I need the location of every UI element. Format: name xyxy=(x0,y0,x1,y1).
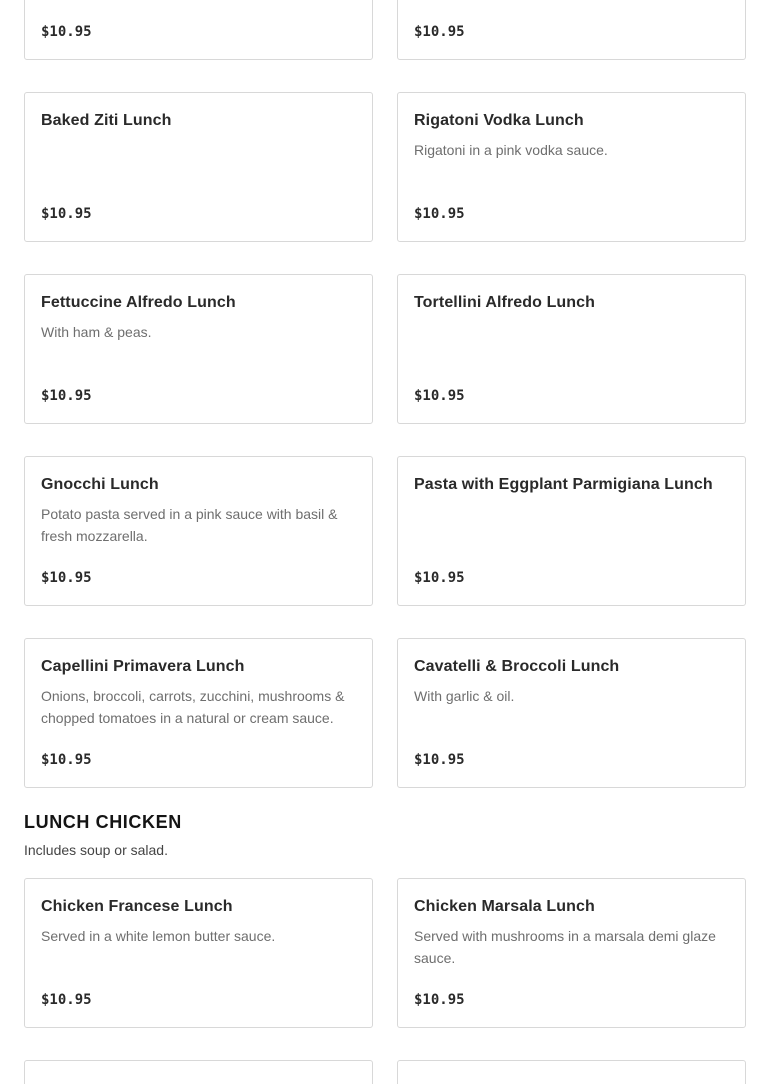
menu-item-price: $10.95 xyxy=(414,24,465,40)
menu-item-description: Served with mushrooms in a marsala demi glaze sauce. xyxy=(414,928,716,966)
menu-item-card[interactable] xyxy=(397,274,746,424)
menu-item-card[interactable] xyxy=(24,878,373,1028)
menu-item-price: $10.95 xyxy=(41,570,92,586)
menu-item-price: $10.95 xyxy=(41,752,92,768)
menu-item-price: $10.95 xyxy=(41,24,92,40)
menu-item-name: Fettuccine Alfredo Lunch xyxy=(41,294,236,311)
menu-item-name: Chicken Francese Lunch xyxy=(41,898,233,915)
menu-item-price: $10.95 xyxy=(414,206,465,222)
menu-item-description: Rigatoni in a pink vodka sauce. xyxy=(414,142,608,158)
menu-item-description: With ham & peas. xyxy=(41,324,152,340)
menu-item-card[interactable] xyxy=(24,0,373,60)
menu-item-card[interactable] xyxy=(24,456,373,606)
menu-item-name: Cavatelli & Broccoli Lunch xyxy=(414,658,620,675)
menu-item-card[interactable] xyxy=(24,274,373,424)
menu-item-name: Rigatoni Vodka Lunch xyxy=(414,112,584,129)
menu-item-price: $10.95 xyxy=(414,570,465,586)
menu-item-name: Gnocchi Lunch xyxy=(41,476,159,493)
menu-item-name: Baked Ziti Lunch xyxy=(41,112,172,129)
menu-item-name: Pasta with Eggplant Parmigiana Lunch xyxy=(414,476,713,493)
menu-item-price: $10.95 xyxy=(414,388,465,404)
menu-item-description: Served in a white lemon butter sauce. xyxy=(41,928,276,944)
menu-item-price: $10.95 xyxy=(41,206,92,222)
menu-item-name: Tortellini Alfredo Lunch xyxy=(414,294,596,311)
menu-item-card[interactable] xyxy=(24,638,373,788)
menu-item-name: Chicken Marsala Lunch xyxy=(414,898,595,915)
menu-item-description: Potato pasta served in a pink sauce with basil & fresh mozzarella. xyxy=(41,506,338,544)
section-title: LUNCH CHICKEN xyxy=(24,812,182,832)
menu-item-card[interactable] xyxy=(397,638,746,788)
menu-item-card[interactable] xyxy=(397,1060,746,1084)
menu-item-price: $10.95 xyxy=(41,992,92,1008)
menu-item-price: $10.95 xyxy=(414,992,465,1008)
menu-item-price: $10.95 xyxy=(414,752,465,768)
menu-item-card[interactable] xyxy=(397,456,746,606)
menu-item-description: Onions, broccoli, carrots, zucchini, mushrooms & chopped tomatoes in a natural or cream sauce. xyxy=(41,688,345,726)
menu-item-card[interactable] xyxy=(24,1060,373,1084)
section-subtitle: Includes soup or salad. xyxy=(24,842,168,858)
menu-item-card[interactable] xyxy=(397,92,746,242)
menu-item-card[interactable] xyxy=(397,0,746,60)
menu-item-price: $10.95 xyxy=(41,388,92,404)
menu-item-card[interactable] xyxy=(397,878,746,1028)
menu-item-card[interactable] xyxy=(24,92,373,242)
menu-item-description: With garlic & oil. xyxy=(414,688,515,704)
menu-item-name: Capellini Primavera Lunch xyxy=(41,658,245,675)
